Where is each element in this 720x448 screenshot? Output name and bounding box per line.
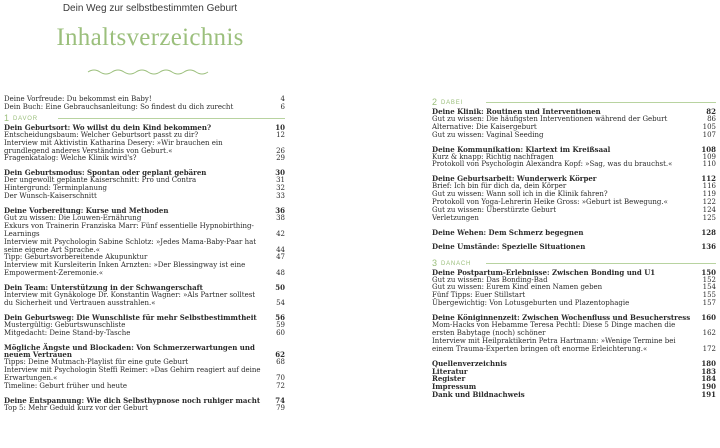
toc-entry-page: 32	[276, 184, 285, 193]
toc-entry-title: Deine Postpartum-Erlebnisse: Zwischen Bonding und U1	[432, 267, 656, 277]
toc-entry-page: 6	[280, 102, 285, 111]
toc-entry-page: 160	[701, 313, 716, 323]
toc-entry-page: 157	[702, 299, 716, 308]
toc-entry-title: Interview mit Heilpraktikerin Petra Hartmann: »Wenige Termine bei einem Trauma-Experten bringen oft enorme Erleichterung.«	[432, 336, 676, 353]
toc-entry[interactable]	[432, 243, 716, 251]
toc-entry-title: Fünf Tipps: Euer Stillstart	[432, 291, 526, 300]
toc-entry[interactable]	[432, 360, 716, 368]
toc-entry-title: Mom-Hacks von Hebamme Teresa Pechtl: Diese 5 Dinge machen die ersten Babytage (noch) schöner	[432, 321, 676, 337]
toc-entry-page: 125	[702, 213, 716, 222]
toc-entry[interactable]	[432, 161, 716, 169]
toc-entry-title: Impressum	[432, 382, 477, 392]
toc-entry[interactable]	[432, 229, 716, 237]
toc-entry-title: Dein Geburtsmodus: Spontan oder geplant gebären	[4, 168, 207, 178]
toc-entry-title: Tipps: Deine Mutmach-Playlist für eine gute Geburt	[4, 358, 189, 367]
toc-entry[interactable]	[4, 383, 285, 391]
toc-entry-page: 122	[702, 198, 716, 207]
toc-entry-title: Gut zu wissen: Überstürzte Geburt	[432, 205, 557, 214]
toc-entry-title: Dank und Bildnachweis	[432, 390, 525, 400]
toc-entry-page: 42	[276, 229, 285, 238]
toc-entry[interactable]	[432, 338, 716, 354]
toc-entry-page: 155	[702, 291, 716, 300]
toc-entry-page: 44	[276, 245, 285, 254]
toc-entry-page: 62	[275, 350, 285, 360]
toc-entry-page: 162	[702, 328, 716, 337]
toc-entry-page: 119	[702, 190, 716, 199]
toc-entry[interactable]	[4, 155, 285, 163]
toc-entry[interactable]	[4, 223, 285, 239]
toc-entry-title: Alternative: Die Kaisergeburt	[432, 122, 537, 131]
section-label: DAVOR	[13, 115, 38, 122]
toc-entry-title: Literatur	[432, 366, 468, 376]
toc-entry-title: Interview mit Psychologin Sabine Schlotz: »Jedes Mama-Baby-Paar hat seine eigene Art Sprache.«	[4, 237, 257, 254]
toc-entry-title: Interview mit Psychologin Steffi Reimer: »Das Gehirn reagiert auf deine Erwartungen.«	[4, 366, 261, 383]
toc-entry-title: Brief: Ich bin für dich da, dein Körper	[432, 182, 567, 191]
toc-entry-page: 74	[275, 396, 285, 405]
toc-entry-page: 79	[276, 403, 285, 412]
toc-entry-title: Der Wunsch-Kaiserschnitt	[4, 192, 97, 201]
toc-entry-title: Dein Geburtsweg: Die Wunschliste für mehr Selbstbestimmtheit	[4, 312, 257, 322]
toc-entry[interactable]	[432, 391, 716, 399]
section-rule	[486, 102, 716, 103]
toc-entry-page: 48	[276, 269, 285, 278]
toc-entry[interactable]	[4, 104, 285, 112]
toc-entry-page: 70	[276, 374, 285, 383]
section-dabei	[432, 98, 716, 107]
toc-entry-page: 82	[706, 107, 716, 116]
toc-entry-title: Register	[432, 374, 466, 384]
toc-entry-title: Dein Team: Unterstützung in der Schwangerschaft	[4, 283, 203, 293]
toc-entry-page: 190	[701, 382, 716, 392]
toc-entry[interactable]	[432, 215, 716, 223]
toc-entry-title: Dein Geburtsort: Wo willst du dein Kind bekommen?	[4, 122, 212, 132]
toc-entry-page: 110	[702, 160, 716, 169]
toc-entry-page: 150	[701, 267, 716, 277]
toc-entry-page: 136	[701, 241, 716, 251]
section-number: 2	[432, 97, 438, 107]
toc-entry[interactable]	[4, 239, 285, 255]
toc-entry-page: 60	[276, 328, 285, 337]
toc-left-column	[4, 96, 285, 413]
toc-entry-page: 107	[702, 130, 716, 139]
toc-entry-page: 30	[275, 168, 285, 178]
toc-entry-title: Interview mit Aktivistin Katharina Desery: »Wir brauchen ein grundlegend anderes Verständnis von Geburt.«	[4, 138, 223, 155]
toc-entry-title: Deine Vorbereitung: Kurse und Methoden	[4, 205, 169, 215]
toc-entry-title: Deine Wehen: Dem Schmerz begegnen	[432, 227, 584, 237]
toc-entry[interactable]	[432, 368, 716, 376]
toc-entry-page: 68	[276, 358, 285, 367]
toc-entry-title: Mustergültig: Geburtswunschliste	[4, 320, 126, 329]
toc-entry-title: Deine Kommunikation: Klartext im Kreißsaal	[432, 144, 611, 154]
toc-entry-page: 47	[276, 253, 285, 262]
toc-entry-title: Verletzungen	[432, 213, 479, 222]
toc-entry-page: 105	[702, 122, 716, 131]
section-davor	[4, 114, 285, 123]
toc-entry-page: 184	[701, 374, 716, 384]
toc-entry[interactable]	[4, 140, 285, 156]
toc-entry-title: Hintergrund: Terminplanung	[4, 184, 107, 193]
toc-entry-title: Deine Umstände: Spezielle Situationen	[432, 241, 586, 251]
toc-entry-title: Gut zu wissen: Das Bonding-Bad	[432, 275, 548, 284]
toc-entry-title: Deine Königinnenzeit: Zwischen Wochenfluss und Besucherstress	[432, 313, 691, 323]
ornament-divider-icon	[86, 68, 214, 76]
section-number: 1	[4, 112, 10, 123]
toc-entry-page: 152	[702, 275, 716, 284]
toc-entry-page: 10	[275, 122, 285, 132]
toc-entry-title: Übergewichtig: Von Lotusgeburten und Plazentophagie	[432, 299, 630, 308]
toc-entry-title: Mitgedacht: Deine Stand-by-Tasche	[4, 328, 131, 337]
book-title: Dein Weg zur selbstbestimmten Geburt	[62, 3, 238, 14]
toc-entry-page: 29	[276, 154, 285, 163]
toc-entry-title: Quellenverzeichnis	[432, 358, 507, 368]
toc-entry[interactable]	[4, 193, 285, 201]
section-label: DANACH	[441, 260, 472, 267]
toc-entry[interactable]	[4, 405, 285, 413]
toc-entry-page: 54	[276, 298, 285, 307]
toc-entry-page: 56	[275, 312, 285, 322]
toc-entry-page: 72	[276, 382, 285, 391]
toc-entry-page: 109	[702, 152, 716, 161]
toc-entry-title: Deine Klinik: Routinen und Interventionen	[432, 107, 601, 116]
toc-entry-page: 86	[707, 114, 716, 123]
section-rule	[58, 118, 285, 119]
toc-entry-title: Deine Vorfreude: Du bekommst ein Baby!	[4, 95, 152, 103]
toc-entry-page: 33	[276, 192, 285, 201]
toc-entry-page: 12	[276, 130, 285, 139]
toc-entry-page: 26	[276, 146, 285, 155]
toc-entry-title: Mögliche Ängste und Blockaden: Von Schmerzerwartungen und neuem Vertrauen	[4, 342, 255, 360]
toc-entry[interactable]	[432, 300, 716, 308]
toc-entry-page: 50	[275, 283, 285, 293]
toc-entry-title: Gut zu wissen: Die Louwen-Ernährung	[4, 213, 142, 222]
toc-entry-title: Entscheidungsbaum: Welcher Geburtsort passt zu dir?	[4, 130, 199, 139]
toc-entry-title: Timeline: Geburt früher und heute	[4, 382, 128, 391]
toc-entry-page: 180	[701, 358, 716, 368]
toc-entry-title: Protokoll von Yoga-Lehrerin Heike Gross: »Geburt ist Bewegung.«	[432, 198, 668, 207]
toc-entry-title: Protokoll von Psychologin Alexandra Kopf: »Sag, was du brauchst.«	[432, 160, 673, 169]
toc-entry-page: 36	[275, 205, 285, 215]
toc-entry-title: Gut zu wissen: Wann soll ich in die Klinik fahren?	[432, 190, 608, 199]
toc-entry-page: 38	[276, 213, 285, 222]
toc-entry-title: Top 5: Mehr Geduld kurz vor der Geburt	[4, 403, 148, 412]
toc-entry-page: 183	[701, 366, 716, 376]
toc-entry-title: Der ungewollt geplante Kaiserschnitt: Pro und Contra	[4, 176, 197, 185]
toc-entry-title: Kurz & knapp: Richtig nachfragen	[432, 152, 554, 161]
toc-entry-title: Exkurs von Trainerin Franziska Marr: Fünf essentielle Hypnobirthing-Learnings	[4, 221, 254, 238]
toc-entry[interactable]	[4, 330, 285, 338]
toc-entry-page: 112	[701, 174, 716, 184]
toc-right-column	[432, 96, 716, 399]
toc-entry-page: 128	[701, 227, 716, 237]
toc-entry[interactable]	[432, 322, 716, 338]
toc-entry-title: Gut zu wissen: Vaginal Seeding	[432, 130, 544, 139]
toc-heading: Inhaltsverzeichnis	[56, 24, 244, 51]
toc-entry[interactable]	[4, 367, 285, 383]
toc-entry-page: 191	[701, 390, 716, 400]
toc-entry-title: Deine Geburtsarbeit: Wunderwerk Körper	[432, 174, 597, 184]
toc-entry-title: Dein Buch: Eine Gebrauchsanleitung: So findest du dich zurecht	[4, 102, 234, 111]
toc-entry[interactable]	[4, 262, 285, 278]
toc-entry-title: Gut zu wissen: Eurem Kind einen Namen geben	[432, 283, 603, 292]
section-label: DABEI	[441, 100, 464, 106]
toc-entry-title: Gut zu wissen: Die häufigsten Interventionen während der Geburt	[432, 114, 668, 123]
toc-entry-title: Interview mit Gynäkologe Dr. Konstantin Wagner: »Als Partner solltest du Sicherheit und Vertrauen ausstrahlen.«	[4, 291, 256, 307]
toc-entry[interactable]	[432, 132, 716, 140]
toc-entry[interactable]	[4, 292, 285, 308]
section-rule	[486, 263, 716, 264]
toc-entry-page: 154	[702, 283, 716, 292]
section-number: 3	[432, 257, 438, 268]
toc-entry-title: Tipp: Geburtsvorbereitende Akupunktur	[4, 253, 148, 262]
toc-entry-title: Deine Entspannung: Wie dich Selbsthypnose noch ruhiger macht	[4, 396, 261, 405]
toc-entry-title: Interview mit Kursleiterin Inken Arnzten: »Der Blessingway ist eine Empowerment-Zeremonie.«	[4, 261, 246, 278]
toc-entry-page: 116	[702, 182, 716, 191]
toc-entry-page: 172	[702, 344, 716, 353]
toc-entry-page: 108	[701, 144, 716, 154]
toc-entry[interactable]	[4, 344, 285, 360]
toc-entry-page: 4	[280, 95, 285, 103]
toc-entry-page: 31	[276, 176, 285, 185]
toc-entry-page: 59	[276, 320, 285, 329]
toc-entry-page: 124	[702, 205, 716, 214]
section-danach	[432, 259, 716, 268]
toc-entry-title: Fragenkatalog: Welche Klinik wird's?	[4, 154, 137, 163]
